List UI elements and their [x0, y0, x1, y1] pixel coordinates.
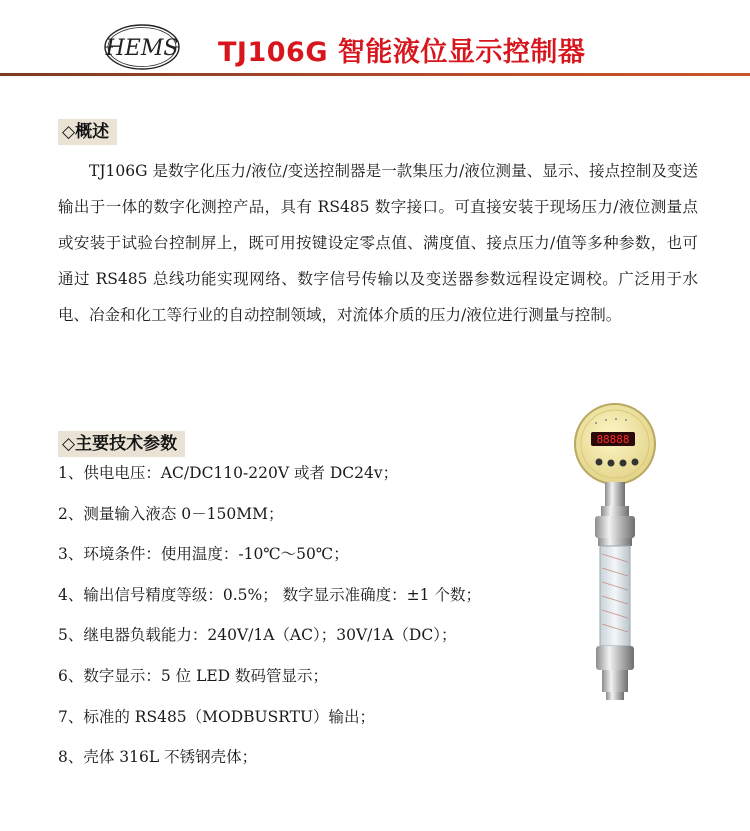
- overview-paragraph: TJ106G 是数字化压力/液位/变送控制器是一款集压力/液位测量、显示、接点控制及变送输出于一体的数字化测控产品，具有 RS485 数字接口。可直接安装于现场压力/液位测量点或安装于试验台控制屏上，既可用按键设定零点值、满度值、接点压力/值等多种参数，也可通过 RS485 总线功能实现网络、数字信号传输以及变送器参数远程设定调校。广泛用于水电、冶金和化工等行业的自动控制领域，对流体介质的压力/液位进行测量与控制。: [58, 162, 698, 324]
- product-image: [560, 402, 670, 702]
- page-title: TJ106G 智能液位显示控制器: [218, 37, 586, 68]
- spec-item: 4、输出信号精度等级：0.5%； 数字显示准确度：±1 个数；: [58, 585, 481, 604]
- header-divider: [0, 73, 750, 76]
- spec-item: 1、供电电压：AC/DC110-220V 或者 DC24v；: [58, 464, 399, 482]
- spec-item: 3、环境条件：使用温度：-10℃～50℃；: [58, 545, 349, 564]
- spec-item: 7、标准的 RS485（MODBUSRTU）输出；: [58, 707, 376, 726]
- spec-item: 2、测量输入液态 0－150MM；: [58, 504, 284, 523]
- hems-logo: [103, 22, 181, 72]
- spec-item: 6、数字显示：5 位 LED 数码管显示；: [58, 666, 329, 685]
- specs-heading: ◇主要技术参数: [58, 431, 185, 457]
- spec-item: 5、继电器负载能力：240V/1A（AC）；30V/1A（DC）；: [58, 626, 457, 645]
- svg-text:88888: 88888: [596, 433, 630, 446]
- svg-text:HEMS: HEMS: [105, 36, 179, 61]
- overview-heading: ◇概述: [58, 119, 117, 145]
- specs-list: [58, 461, 481, 786]
- page-header: [0, 0, 750, 90]
- spec-item: 8、壳体 316L 不锈钢壳体；: [58, 748, 258, 767]
